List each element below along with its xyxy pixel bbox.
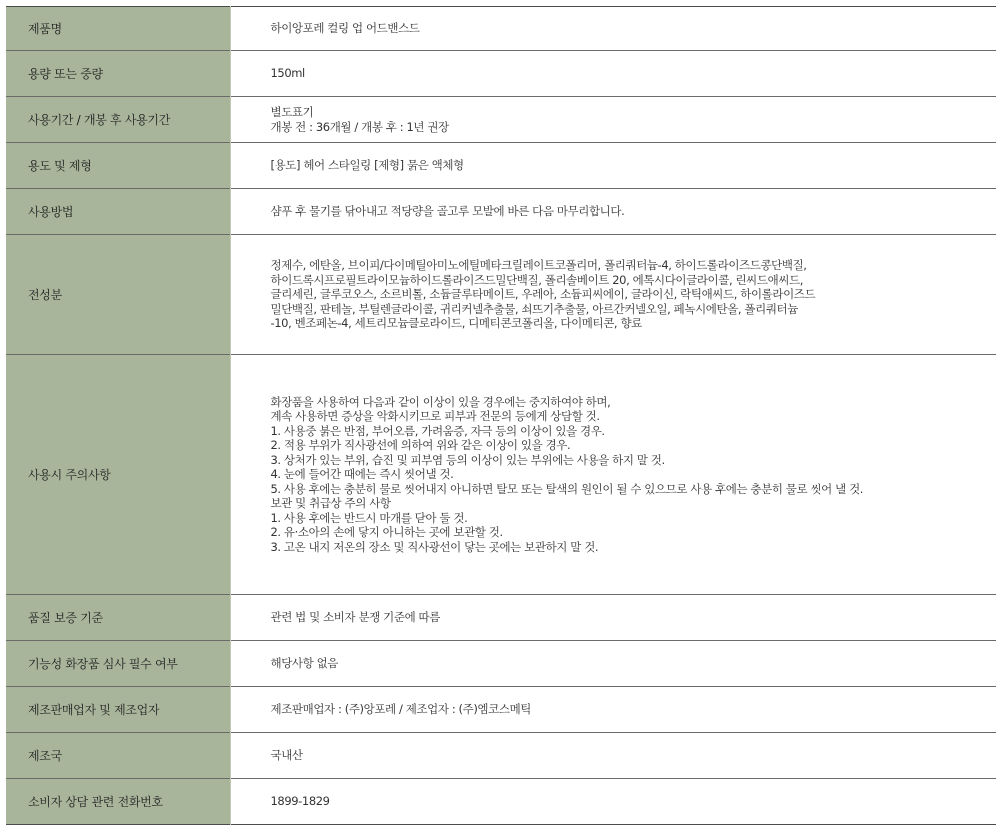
row-functional-review [6, 641, 996, 687]
row-value: 샴푸 후 물기를 닦아내고 적당량을 골고루 모발에 바른 다음 마무리합니다. [230, 189, 996, 235]
row-value: 1899-1829 [230, 779, 996, 825]
row-label: 전성분 [6, 235, 230, 355]
row-country [6, 733, 996, 779]
row-value: 하이앙포레 컬링 업 어드밴스드 [230, 7, 996, 51]
row-value: 화장품을 사용하여 다음과 같이 이상이 있을 경우에는 중지하여야 하며, 계속 사용하면 증상을 악화시키므로 피부과 전문의 등에게 상담할 것. 1. 사용중 붉은 반점, 부어오름, 가려움증, 자극 등의 이상이 있을 경우. 2. 적용 부위가 직사광선에 의하여 위와 같은 이상이 있을 경우. 3. 상처가 있는 부위, 습진 및 피부염 등의 이상이 있는 부위에는 사용을 하지 말 것. 4. 눈에 들어간 때에는 즉시 씻어낼 것. 5. 사용 후에는 충분히 물로 씻어내지 아니하면 탈모 또는 탈색의 원인이 될 수 있으므로 사용 후에는 충분히 물로 씻어 낼 것. 보관 및 취급상 주의 사항 1. 사용 후에는 반드시 마개를 닫아 둘 것. 2. 유·소아의 손에 닿지 아니하는 곳에 보관할 것. 3. 고온 내지 저온의 장소 및 직사광선이 닿는 곳에는 보관하지 말 것. [230, 355, 996, 595]
row-precautions [6, 355, 996, 595]
row-label: 용도 및 제형 [6, 143, 230, 189]
row-label: 사용방법 [6, 189, 230, 235]
row-quality-standard [6, 595, 996, 641]
row-manufacturer [6, 687, 996, 733]
product-info-table [6, 6, 996, 825]
row-label: 소비자 상담 관련 전화번호 [6, 779, 230, 825]
row-value: 150ml [230, 51, 996, 97]
row-label: 제조국 [6, 733, 230, 779]
row-usage-period [6, 97, 996, 143]
row-label: 품질 보증 기준 [6, 595, 230, 641]
row-label: 용량 또는 중량 [6, 51, 230, 97]
row-value: 제조판매업자 : (주)앙포레 / 제조업자 : (주)엠코스메틱 [230, 687, 996, 733]
row-value: 정제수, 에탄올, 브이피/다이메틸아미노에틸메타크릴레이트코폴리머, 폴리쿼터늄-4, 하이드롤라이즈드콩단백질, 하이드록시프로필트라이모늄하이드롤라이즈드밀단백질, 폴리솔베이트 20, 에톡시다이글라이콜, 린씨드애씨드, 글리세린, 글루코오스, 소르비톨, 소듐글루타메이트, 우레아, 소듐피씨에이, 글라이신, 락틱애씨드, 하이롤라이즈드 밀단백질, 판테놀, 부틸렌글라이콜, 귀리커넬추출물, 쇠뜨기추출물, 아르간커넬오일, 페녹시에탄올, 폴리쿼터늄 -10, 벤조페논-4, 세트리모늄클로라이드, 디메티콘코폴리올, 다이메티콘, 향료 [230, 235, 996, 355]
row-volume [6, 51, 996, 97]
row-phone [6, 779, 996, 825]
row-label: 사용기간 / 개봉 후 사용기간 [6, 97, 230, 143]
row-value: 국내산 [230, 733, 996, 779]
row-label: 제품명 [6, 7, 230, 51]
row-purpose-form [6, 143, 996, 189]
row-label: 사용시 주의사항 [6, 355, 230, 595]
row-label: 제조판매업자 및 제조업자 [6, 687, 230, 733]
row-how-to-use [6, 189, 996, 235]
row-value: 별도표기 개봉 전 : 36개월 / 개봉 후 : 1년 권장 [230, 97, 996, 143]
row-label: 기능성 화장품 심사 필수 여부 [6, 641, 230, 687]
row-ingredients [6, 235, 996, 355]
row-value: 해당사항 없음 [230, 641, 996, 687]
row-product-name [6, 7, 996, 51]
row-value: [용도] 헤어 스타일링 [제형] 묽은 액체형 [230, 143, 996, 189]
row-value: 관련 법 및 소비자 분쟁 기준에 따름 [230, 595, 996, 641]
